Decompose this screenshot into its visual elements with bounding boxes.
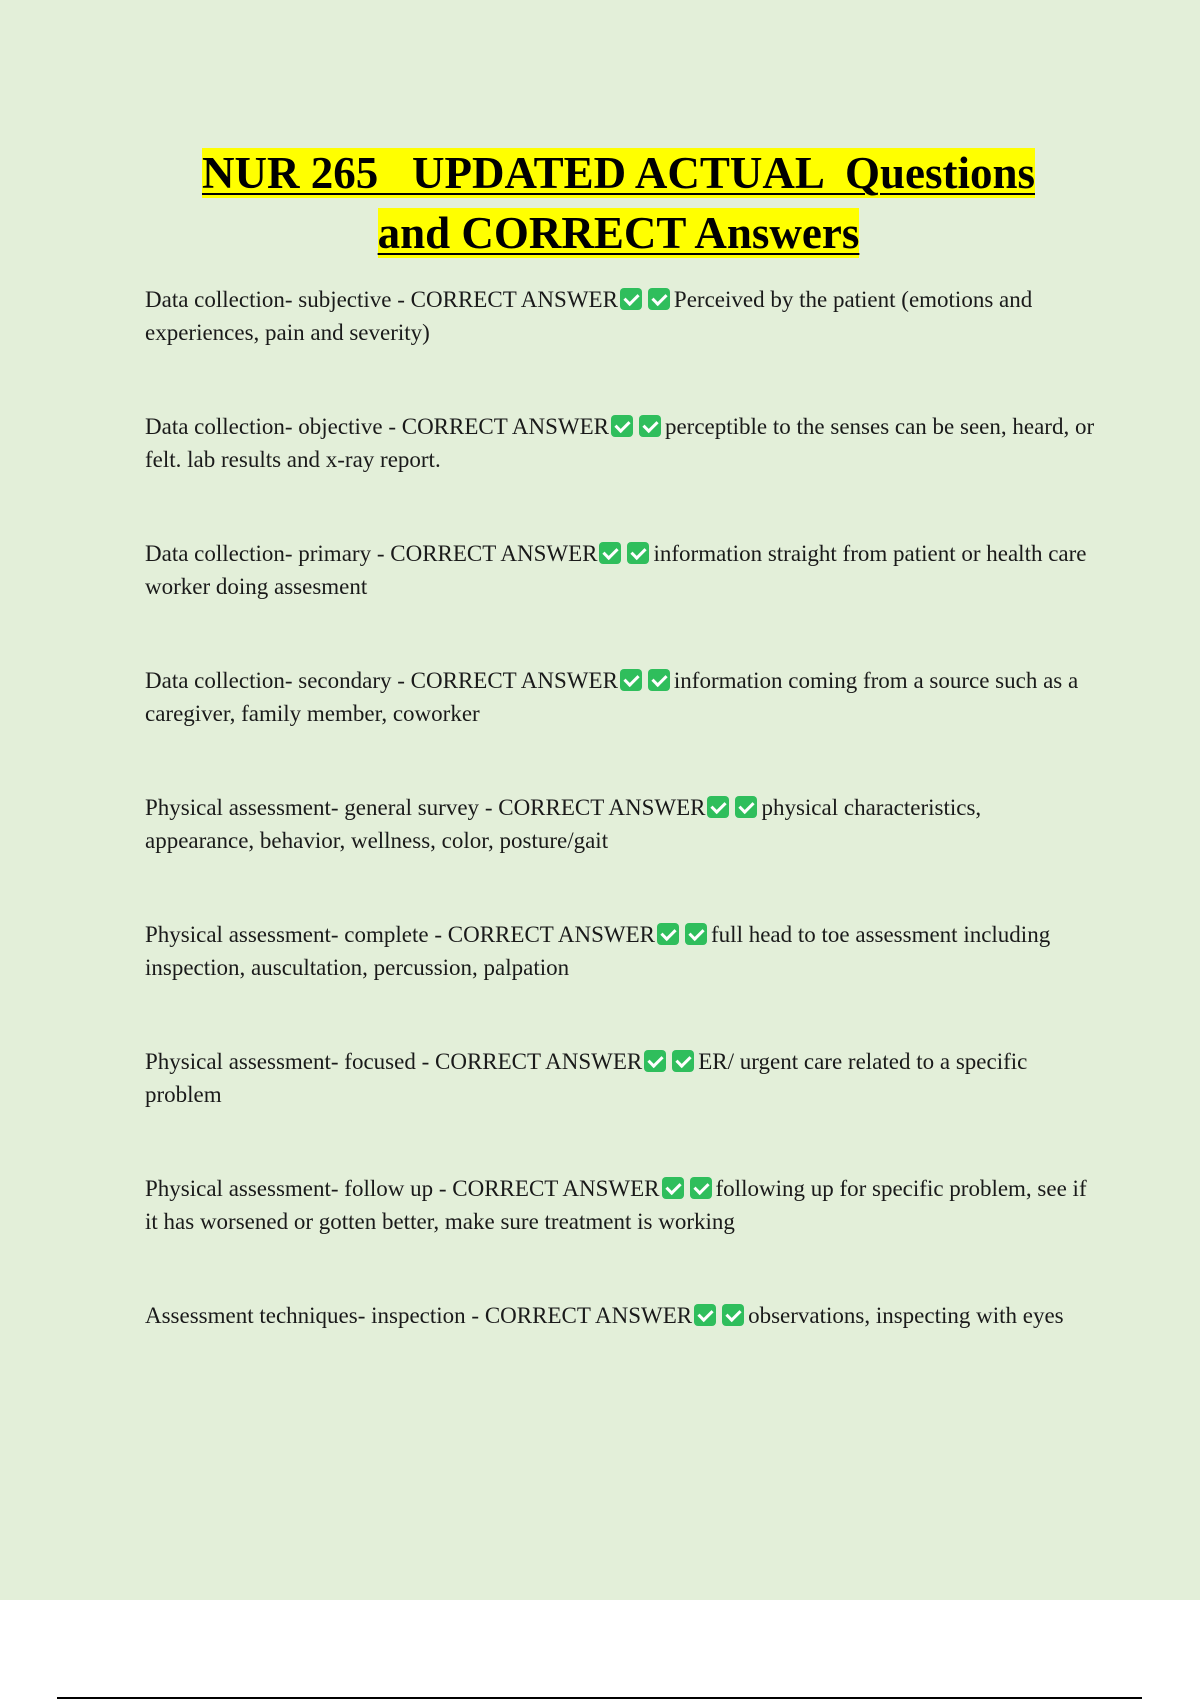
qa-item bbox=[145, 664, 1095, 730]
check-mark-icon bbox=[672, 1050, 694, 1072]
check-mark-icon bbox=[648, 669, 670, 691]
title-line-1: NUR 265 UPDATED ACTUAL Questions bbox=[201, 148, 1035, 198]
qa-item bbox=[145, 791, 1095, 857]
check-mark-icon bbox=[722, 1304, 744, 1326]
qa-item bbox=[145, 1172, 1095, 1238]
qa-answer: information straight from patient or health care worker doing assesment bbox=[145, 541, 1087, 599]
correct-answer-label: - CORRECT ANSWER bbox=[434, 922, 656, 947]
qa-answer: following up for specific problem, see if it has worsened or gotten better, make sure treatment is working bbox=[145, 1176, 1087, 1234]
qa-term: Data collection- subjective bbox=[145, 287, 392, 312]
check-mark-icon bbox=[639, 415, 661, 437]
correct-answer-label: - CORRECT ANSWER bbox=[388, 414, 609, 439]
correct-answer-label: - CORRECT ANSWER bbox=[397, 668, 618, 693]
correct-answer-label: - CORRECT ANSWER bbox=[438, 1176, 660, 1201]
qa-item bbox=[145, 1045, 1095, 1111]
qa-term: Data collection- objective bbox=[145, 414, 383, 439]
qa-item bbox=[145, 537, 1095, 603]
correct-answer-label: - CORRECT ANSWER bbox=[376, 541, 598, 566]
qa-answer: Perceived by the patient (emotions and experiences, pain and severity) bbox=[145, 287, 1033, 345]
correct-answer-label: - CORRECT ANSWER bbox=[397, 287, 618, 312]
check-mark-icon bbox=[662, 1177, 684, 1199]
correct-answer-label: - CORRECT ANSWER bbox=[484, 795, 706, 820]
check-mark-icon bbox=[707, 796, 729, 818]
title-line-2: and CORRECT Answers bbox=[377, 208, 860, 258]
qa-answer: information coming from a source such as a caregiver, family member, coworker bbox=[145, 668, 1079, 726]
check-mark-icon bbox=[694, 1304, 716, 1326]
qa-term: Data collection- secondary bbox=[145, 668, 392, 693]
check-mark-icon bbox=[599, 542, 621, 564]
qa-item bbox=[145, 1299, 1095, 1332]
qa-item bbox=[145, 410, 1095, 476]
check-mark-icon bbox=[611, 415, 633, 437]
page-title bbox=[60, 143, 1177, 263]
check-mark-icon bbox=[644, 1050, 666, 1072]
qa-term: Assessment techniques- inspection bbox=[145, 1303, 466, 1328]
qa-item bbox=[145, 918, 1095, 984]
qa-term: Physical assessment- general survey bbox=[145, 795, 480, 820]
check-mark-icon bbox=[685, 923, 707, 945]
check-mark-icon bbox=[648, 288, 670, 310]
qa-term: Physical assessment- complete bbox=[145, 922, 429, 947]
check-mark-icon bbox=[620, 288, 642, 310]
qa-answer: physical characteristics, appearance, behavior, wellness, color, posture/gait bbox=[145, 795, 982, 853]
qa-answer: full head to toe assessment including inspection, auscultation, percussion, palpation bbox=[145, 922, 1051, 980]
correct-answer-label: - CORRECT ANSWER bbox=[421, 1049, 643, 1074]
qa-term: Physical assessment- follow up bbox=[145, 1176, 434, 1201]
qa-term: Data collection- primary bbox=[145, 541, 372, 566]
correct-answer-label: - CORRECT ANSWER bbox=[471, 1303, 693, 1328]
check-mark-icon bbox=[690, 1177, 712, 1199]
question-answer-list bbox=[145, 283, 1095, 1393]
check-mark-icon bbox=[657, 923, 679, 945]
footer-rule bbox=[57, 1697, 1142, 1699]
qa-answer: ER/ urgent care related to a specific problem bbox=[145, 1049, 1028, 1107]
check-mark-icon bbox=[620, 669, 642, 691]
qa-item bbox=[145, 283, 1095, 349]
qa-answer: perceptible to the senses can be seen, heard, or felt. lab results and x-ray report. bbox=[145, 414, 1095, 472]
check-mark-icon bbox=[627, 542, 649, 564]
check-mark-icon bbox=[735, 796, 757, 818]
qa-answer: observations, inspecting with eyes bbox=[748, 1303, 1064, 1328]
qa-term: Physical assessment- focused bbox=[145, 1049, 416, 1074]
